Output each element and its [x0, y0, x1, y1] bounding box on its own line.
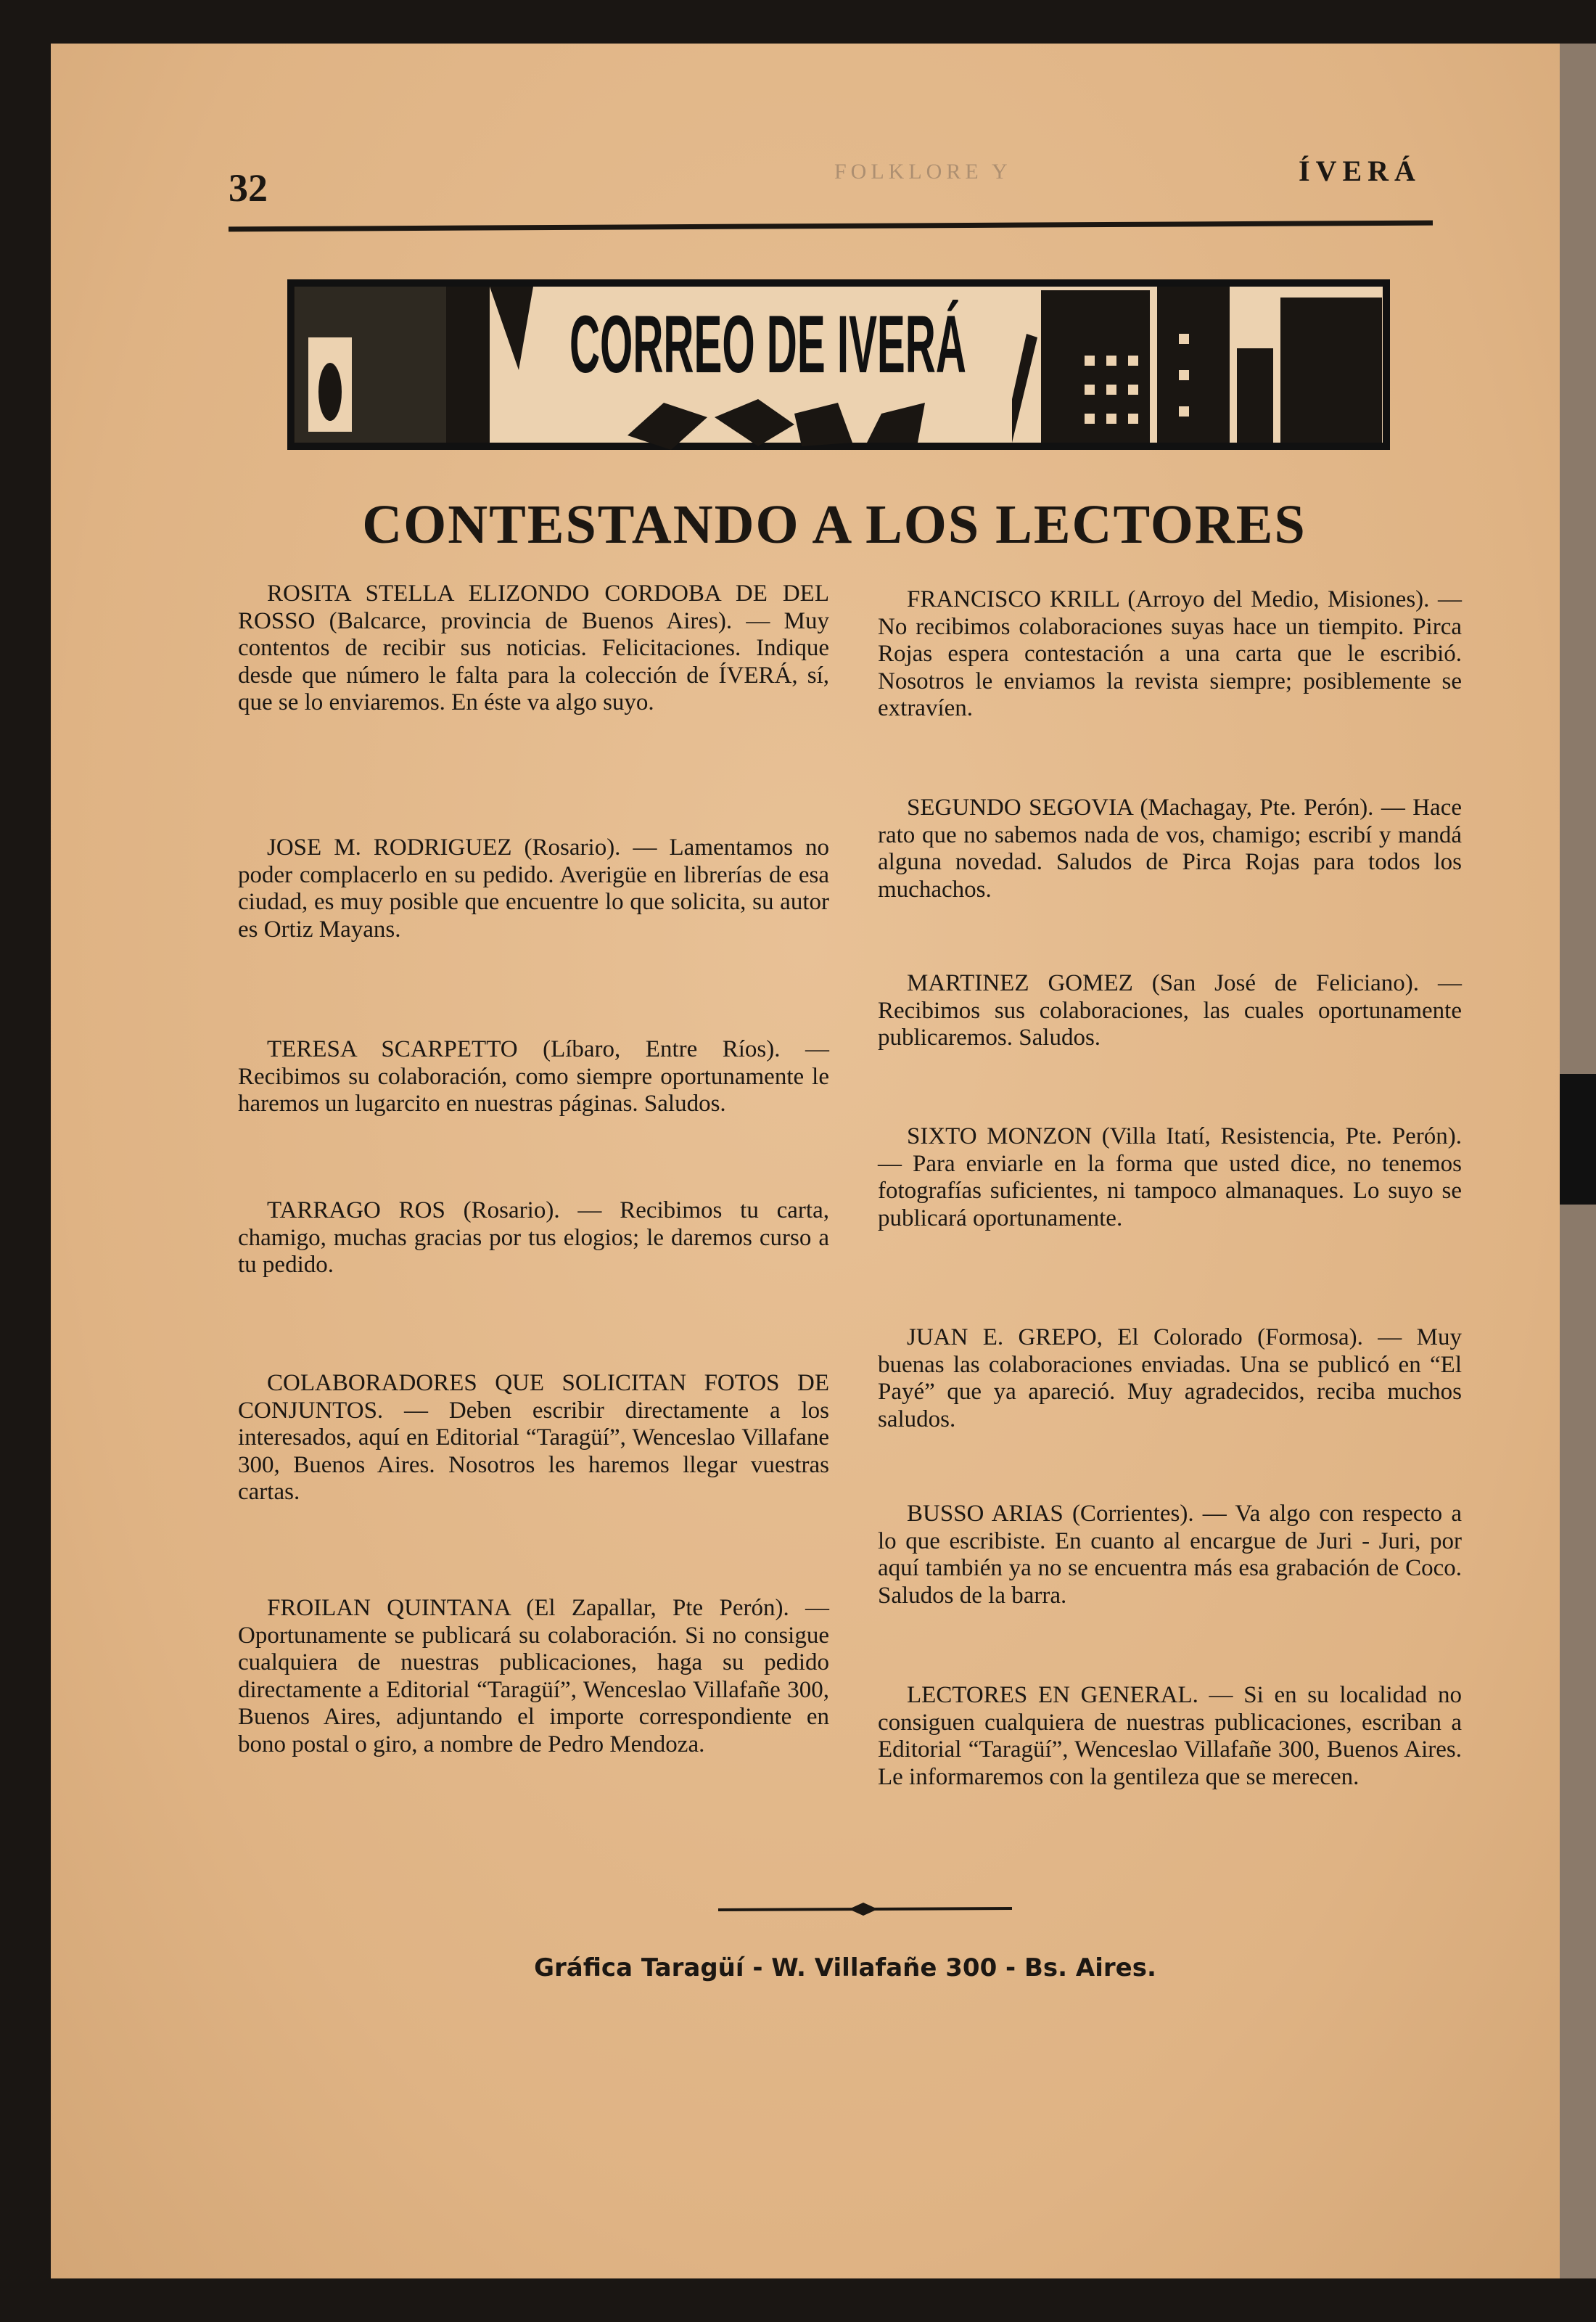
- reader-reply: FROILAN QUINTANA (El Zapallar, Pte Perón). — Oportunamente se publicará su colaboración. Si no consigue cualquiera de nuestras publicaciones, haga su pedido directamente a Editorial “Taragüí”, Wenceslao Villafañe 300, Buenos Aires, adjuntando el importe correspondiente en bono postal o giro, a nombre de Pedro Mendoza.: [238, 1595, 829, 1757]
- page-number: 32: [229, 166, 268, 210]
- page-edge-shadow: [1560, 1074, 1596, 1205]
- reader-reply: FRANCISCO KRILL (Arroyo del Medio, Misiones). — No recibimos colaboraciones suyas hace un tiempito. Pirca Rojas espera contestación a una carta que le escribió. Nosotros le enviamos la revista siempre; posiblemente se extravíen.: [878, 586, 1462, 721]
- reader-reply: SIXTO MONZON (Villa Itatí, Resistencia, Pte. Perón). — Para enviarle en la forma que usted dice, no tenemos fotografías suficientes, ni tampoco almanaques. Lo suyo se publicará oportunamente.: [878, 1123, 1462, 1231]
- reader-reply: JOSE M. RODRIGUEZ (Rosario). — Lamentamos no poder complacerlo en su pedido. Averigüe en librerías de esa ciudad, es muy posible que encuentre lo que solicita, su autor es Ortiz Mayans.: [238, 834, 829, 943]
- reader-reply: JUAN E. GREPO, El Colorado (Formosa). — Muy buenas las colaboraciones enviadas. Una se publicó en “El Payé” que ya apareció. Muy agradecidos, reciba muchos saludos.: [878, 1324, 1462, 1432]
- reader-reply: TARRAGO ROS (Rosario). — Recibimos tu carta, chamigo, muchas gracias por tus elogios; le daremos curso a tu pedido.: [238, 1197, 829, 1278]
- printer-imprint: Gráfica Taragüí - W. Villafañe 300 - Bs. Aires.: [534, 1953, 1156, 1982]
- reader-reply: ROSITA STELLA ELIZONDO CORDOBA DE DEL ROSSO (Balcarce, provincia de Buenos Aires). — Muy contentos de recibir sus noticias. Felicitaciones. Indique desde que número le falta para la colección de ÍVERÁ, sí, que se lo enviaremos. En éste va algo suyo.: [238, 580, 829, 715]
- reader-reply: SEGUNDO SEGOVIA (Machagay, Pte. Perón). — Hace rato que no sabemos nada de vos, chamigo; escribí y mandá alguna novedad. Saludos de Pirca Rojas para todos los muchachos.: [878, 795, 1462, 903]
- reader-reply: TERESA SCARPETTO (Líbaro, Entre Ríos). — Recibimos su colaboración, como siempre oportunamente le haremos un lugarcito en nuestras páginas. Saludos.: [238, 1036, 829, 1117]
- section-ornament: [718, 1903, 1012, 1917]
- page-title: CONTESTANDO A LOS LECTORES: [362, 494, 1307, 555]
- reader-reply: COLABORADORES QUE SOLICITAN FOTOS DE CONJUNTOS. — Deben escribir directamente a los interesados, aquí en Editorial “Taragüí”, Wenceslao Villafane 300, Buenos Aires. Nosotros les haremos llegar vuestras cartas.: [238, 1370, 829, 1505]
- reader-reply: BUSSO ARIAS (Corrientes). — Va algo con respecto a lo que escribiste. En cuanto al encargue de Juri - Juri, por aquí también ya no se encuentra más esa grabación de Coco. Saludos de la barra.: [878, 1501, 1462, 1609]
- faded-running-text: FOLKLORE Y: [834, 160, 1012, 184]
- running-head: ÍVERÁ: [1299, 155, 1421, 187]
- reader-reply: LECTORES EN GENERAL. — Si en su localidad no consiguen cualquiera de nuestras publicaciones, escriban a Editorial “Taragüí”, Wenceslao Villafañe 300, Buenos Aires. Le informaremos con la gentileza que se merecen.: [878, 1682, 1462, 1790]
- reader-reply: MARTINEZ GOMEZ (San José de Feliciano). — Recibimos sus colaboraciones, las cuales oportunamente publicaremos. Saludos.: [878, 970, 1462, 1051]
- banner-logo-text: [555, 294, 1005, 395]
- banner-logo-label: CORREO DE IVERÁ: [569, 299, 966, 390]
